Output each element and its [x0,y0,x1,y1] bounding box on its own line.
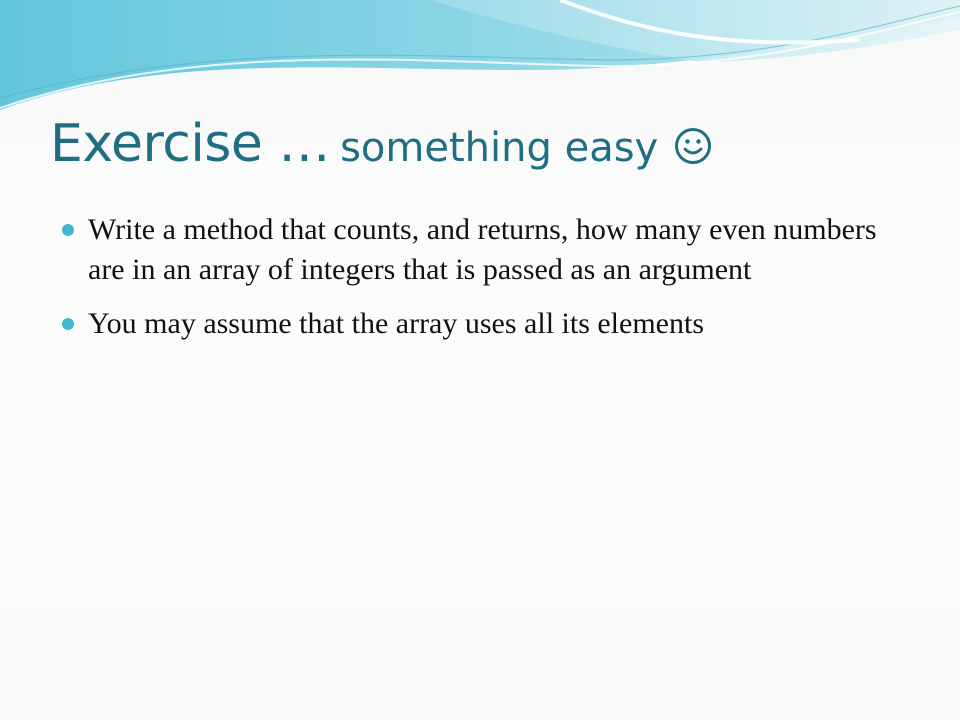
header-wave-decoration [0,0,960,120]
title-main: Exercise … [50,114,330,174]
bullet-dot-icon [62,224,74,236]
smiley-face-icon [674,127,712,165]
title-subtitle: something easy [340,125,659,171]
bullet-item [58,304,908,344]
bullet-item [58,210,908,290]
bullet-dot-icon [62,318,74,330]
bullet-text: Write a method that counts, and returns, how many even numbers are in an array of integers that is passed as an argument [88,213,877,286]
bullet-list [58,210,908,358]
slide-title [50,114,712,174]
bullet-text: You may assume that the array uses all its elements [88,307,704,340]
